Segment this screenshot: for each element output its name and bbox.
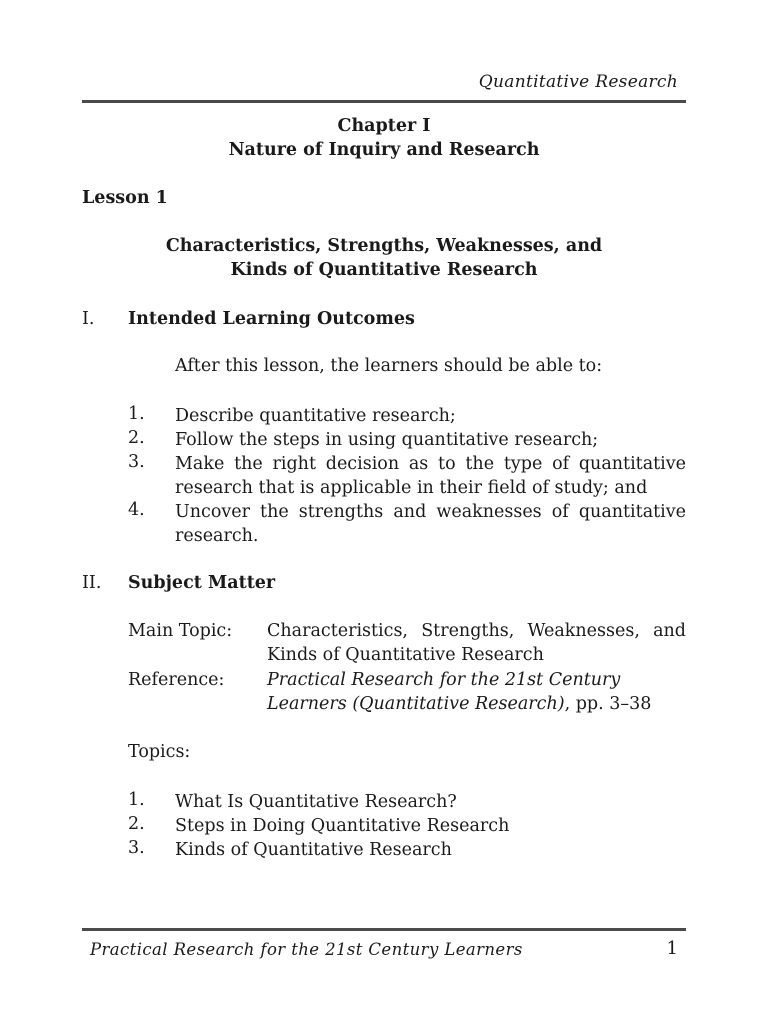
outcome-text: Uncover the strengths and weaknesses of quantitative research. bbox=[175, 502, 686, 546]
reference-line2 bbox=[267, 694, 651, 714]
topic-number: 2. bbox=[128, 814, 145, 834]
topic-number: 3. bbox=[128, 838, 145, 858]
section2-numeral: II. bbox=[82, 573, 102, 593]
chapter-title: Nature of Inquiry and Research bbox=[228, 140, 540, 160]
lesson-title-line1: Characteristics, Strengths, Weaknesses, and bbox=[165, 236, 603, 256]
reference-label: Reference: bbox=[128, 670, 225, 690]
outcomes-intro: After this lesson, the learners should be able to: bbox=[175, 356, 603, 376]
outcome-number: 4. bbox=[128, 500, 145, 520]
footer-rule bbox=[82, 928, 686, 931]
topic-number: 1. bbox=[128, 790, 145, 810]
section2-heading: Subject Matter bbox=[128, 573, 276, 593]
outcome-number: 2. bbox=[128, 428, 145, 448]
lesson-label: Lesson 1 bbox=[82, 188, 168, 208]
reference-pages: , pp. 3–38 bbox=[564, 694, 652, 714]
topic-text: Kinds of Quantitative Research bbox=[175, 840, 452, 860]
topic-text: What Is Quantitative Research? bbox=[175, 792, 457, 812]
outcome-text: Make the right decision as to the type of quantitative research that is applicable in their field of study; and bbox=[175, 454, 686, 498]
outcome-number: 3. bbox=[128, 452, 145, 472]
header-rule bbox=[82, 100, 686, 103]
topic-text: Steps in Doing Quantitative Research bbox=[175, 816, 510, 836]
page-number: 1 bbox=[666, 938, 678, 959]
outcome-number: 1. bbox=[128, 404, 145, 424]
section1-numeral: I. bbox=[82, 309, 95, 329]
chapter-label: Chapter I bbox=[337, 116, 431, 136]
main-topic-line1: Characteristics, Strengths, Weaknesses, and bbox=[267, 621, 686, 641]
outcome-text: Follow the steps in using quantitative research; bbox=[175, 430, 599, 450]
section1-heading: Intended Learning Outcomes bbox=[128, 309, 415, 329]
reference-title-line2: Learners (Quantitative Research) bbox=[267, 694, 565, 714]
reference-title-line1: Practical Research for the 21st Century bbox=[267, 670, 621, 690]
main-topic-label: Main Topic: bbox=[128, 621, 233, 641]
topics-label: Topics: bbox=[128, 742, 191, 762]
main-topic-line2: Kinds of Quantitative Research bbox=[267, 645, 544, 665]
outcome-text: Describe quantitative research; bbox=[175, 406, 456, 426]
lesson-title-line2: Kinds of Quantitative Research bbox=[230, 260, 538, 280]
footer-book-title: Practical Research for the 21st Century Learners bbox=[90, 940, 523, 959]
running-header-title: Quantitative Research bbox=[478, 72, 678, 92]
